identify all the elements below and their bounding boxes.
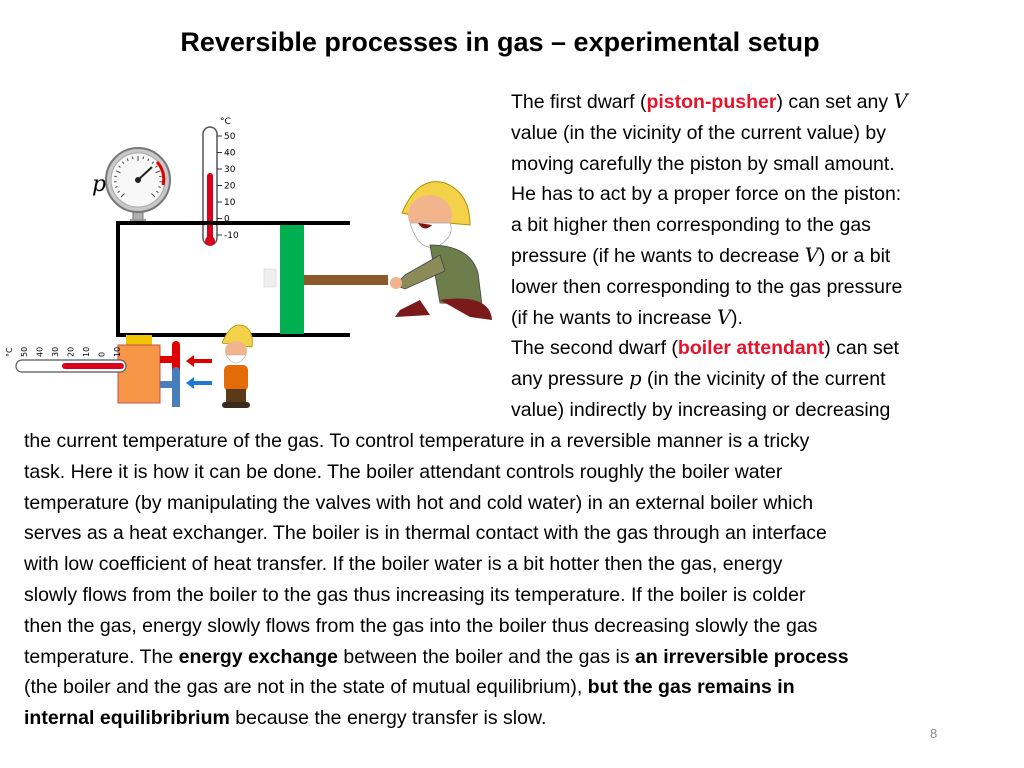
piston [280, 225, 304, 334]
emphasis-text: an irreversible process [635, 645, 849, 668]
emphasis-text: piston-pusher [646, 91, 777, 113]
thermometer-bulb [205, 236, 215, 246]
thermometer-tick-label: 30 [224, 165, 236, 175]
emphasis-text: internal equilibribrium [24, 707, 230, 730]
text-run: between the boiler and the gas is [337, 645, 636, 668]
math-variable: V [893, 90, 908, 113]
boiler-thermometer-fluid [62, 363, 124, 369]
boiler-thermal-interface [126, 335, 152, 345]
text-run: temperature (by manipulating the valves with hot and cold water) in an external boiler which [24, 491, 814, 514]
boiler-thermometer-tick-label: 10 [82, 346, 91, 357]
boiler-attendant-dwarf [222, 325, 252, 408]
body-line [24, 675, 795, 699]
body-line [24, 645, 849, 669]
boiler-thermometer-unit: °C [5, 347, 14, 357]
body-line [24, 614, 817, 638]
cold-water-valve [172, 371, 180, 407]
intro-line [511, 336, 899, 360]
text-run: because the energy transfer is slow. [229, 707, 547, 730]
text-run: slowly flows from the boiler to the gas thus increasing its temperature. If the boiler is colder [24, 584, 806, 606]
emphasis-text: boiler attendant [677, 337, 825, 360]
gas-cylinder [118, 223, 388, 335]
math-variable: p [629, 367, 642, 391]
text-run: (the boiler and the gas are not in the state of mutual equilibrium), [24, 676, 588, 699]
boiler-thermometer-tick-label: 40 [35, 346, 45, 357]
text-run: value) indirectly by increasing or decreasing [511, 399, 891, 421]
body-line [24, 460, 782, 484]
boiler-thermometer-tick-label: 0 [97, 351, 107, 357]
text-run: He has to act by a proper force on the piston: [511, 183, 902, 206]
boiler-tank [118, 345, 160, 403]
intro-line [511, 213, 871, 237]
intro-line [511, 244, 890, 268]
text-run: a bit higher then corresponding to the gas [511, 214, 871, 237]
text-run: ). [731, 306, 743, 329]
intro-line [511, 121, 886, 145]
intro-line [511, 367, 886, 391]
body-line [24, 552, 782, 576]
gauge-tick [132, 157, 133, 159]
body-line [24, 583, 805, 607]
text-run: with low coefficient of heat transfer. If the boiler water is a bit hotter then the gas, energy [24, 553, 783, 576]
dwarf-hand [390, 277, 402, 289]
slide-number: 8 [930, 726, 938, 741]
hot-arrow [186, 355, 212, 367]
intro-line [511, 182, 901, 206]
intro-line [511, 90, 908, 114]
cold-arrow [186, 377, 212, 389]
text-run: task. Here it is how it can be done. The boiler attendant controls roughly the boiler water [24, 460, 783, 483]
gauge-tick [143, 157, 144, 159]
pressure-label: p [92, 172, 107, 197]
text-run: the current temperature of the gas. To control temperature in a reversible manner is a tricky [24, 430, 810, 452]
attendant-body [224, 365, 248, 391]
thermometer-tick-label: 0 [224, 214, 230, 225]
text-run: lower then corresponding to the gas pressure [511, 275, 903, 298]
dwarf-body [430, 245, 482, 305]
pressure-gauge [106, 148, 170, 225]
attendant-feet [222, 402, 250, 408]
thermometer-tick-label: 10 [224, 198, 236, 208]
boiler-thermometer [5, 347, 126, 372]
boiler-thermometer-scale [20, 347, 122, 357]
text-run: serves as a heat exchanger. The boiler is in thermal contact with the gas through an interface [24, 522, 827, 545]
piston-pusher-dwarf [390, 182, 492, 320]
thermometer-tick-label: -10 [224, 231, 239, 241]
intro-line [511, 152, 895, 176]
boiler [118, 335, 212, 407]
attendant-beard [226, 355, 246, 363]
text-run: The first dwarf ( [511, 91, 647, 113]
boiler-thermometer-tick-label: 20 [66, 346, 76, 357]
thermometer-unit: °C [220, 117, 231, 127]
gas-thermometer [203, 117, 239, 246]
intro-line [511, 398, 890, 422]
attendant-legs [226, 389, 246, 403]
thermometer-tick-label: 20 [224, 181, 236, 192]
hot-valve-handle [172, 341, 180, 349]
boiler-thermometer-tick-label: 30 [51, 346, 60, 357]
thermometer-tick-label: 50 [224, 132, 236, 142]
thermometer-fluid [207, 173, 213, 241]
body-line [24, 706, 546, 730]
text-run: (if he wants to increase [511, 306, 717, 329]
text-run: temperature. The [24, 645, 179, 668]
cylinder-label-plate [264, 269, 276, 287]
piston-rod [304, 275, 388, 285]
math-variable: V [716, 305, 732, 329]
text-run: moving carefully the piston by small amount. [511, 152, 895, 175]
text-run: ) or a bit [818, 245, 891, 267]
emphasis-text: but the gas remains in [587, 676, 795, 699]
text-run: then the gas, energy slowly flows from the gas into the boiler thus decreasing slowly the gas [24, 614, 818, 637]
body-line [24, 429, 809, 453]
dwarf-leg [395, 300, 430, 317]
thermometer-tick-label: 40 [224, 148, 236, 159]
boiler-thermometer-tick-label: 10 [113, 346, 122, 357]
text-run: ) can set any [776, 91, 894, 113]
text-run: (in the vicinity of the current [641, 368, 886, 391]
text-run: any pressure [511, 368, 630, 391]
text-run: ) can set [824, 337, 899, 360]
body-line [24, 521, 827, 545]
body-line [24, 491, 813, 515]
gauge-hub [135, 177, 141, 183]
dwarf-trousers [440, 299, 492, 320]
cold-valve-handle [172, 367, 180, 375]
text-run: value (in the vicinity of the current value) by [511, 121, 887, 144]
slide-title: Reversible processes in gas – experimental setup [180, 27, 820, 57]
experimental-setup-diagram [0, 105, 500, 415]
intro-line [511, 275, 902, 299]
text-run: The second dwarf ( [511, 337, 678, 360]
math-variable: V [804, 244, 819, 267]
intro-line [511, 306, 743, 330]
emphasis-text: energy exchange [178, 645, 338, 668]
text-run: pressure (if he wants to decrease [511, 245, 805, 267]
boiler-thermometer-tick-label: 50 [20, 346, 29, 357]
dwarf-beard [410, 223, 451, 247]
